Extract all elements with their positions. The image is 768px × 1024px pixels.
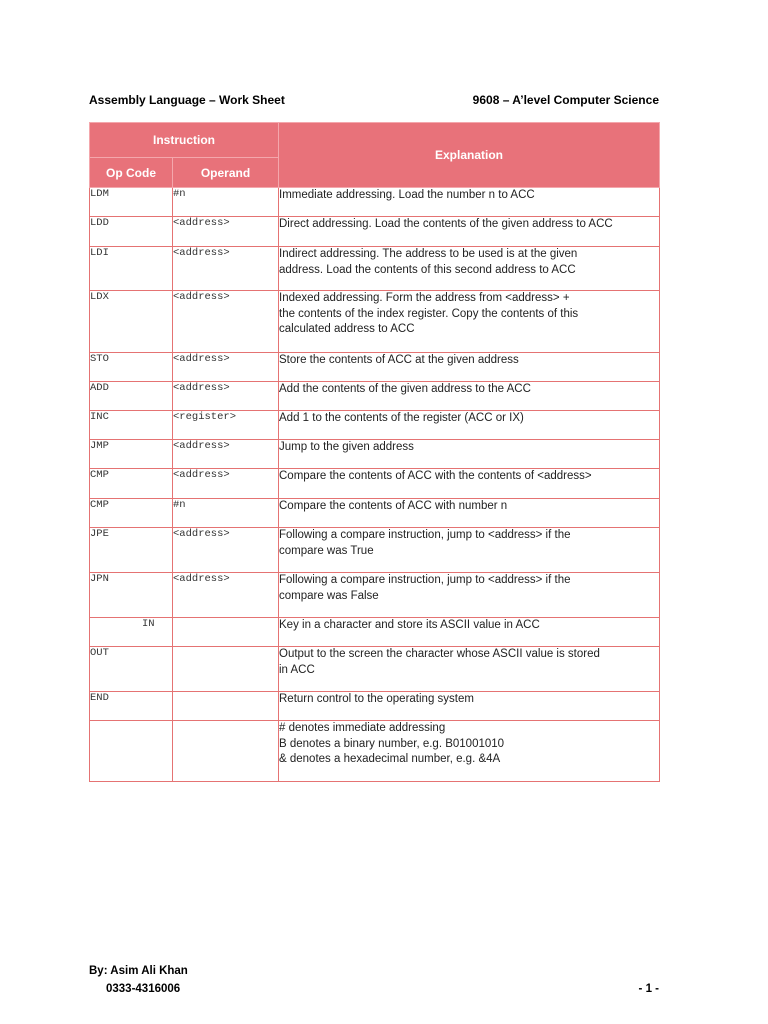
explanation-cell — [279, 291, 660, 353]
worksheet-title: Assembly Language – Work Sheet — [89, 93, 285, 107]
table-row — [90, 692, 660, 721]
table-row — [90, 721, 660, 782]
opcode-cell: JMP — [90, 440, 173, 469]
opcode-cell: CMP — [90, 499, 173, 528]
table-body — [90, 188, 660, 782]
explanation-line: in ACC — [279, 663, 315, 676]
explanation-line: Indirect addressing. The address to be used is at the given — [279, 248, 578, 260]
explanation-line: Compare the contents of ACC with the contents of <address> — [279, 470, 592, 482]
operand-cell — [173, 647, 279, 692]
author-name: By: Asim Ali Khan — [89, 965, 188, 977]
explanation-cell — [279, 647, 660, 692]
explanation-line: # denotes immediate addressing — [279, 722, 446, 734]
opcode-cell: CMP — [90, 469, 173, 499]
table-row — [90, 382, 660, 411]
opcode-cell: STO — [90, 353, 173, 382]
author-phone: 0333-4316006 — [106, 983, 181, 995]
opcode-cell: ADD — [90, 382, 173, 411]
explanation-cell — [279, 217, 660, 247]
opcode-cell — [90, 721, 173, 782]
operand-cell: <address> — [173, 353, 279, 382]
instruction-table — [89, 122, 660, 782]
explanation-header: Explanation — [279, 123, 660, 188]
table-row — [90, 573, 660, 618]
explanation-cell — [279, 618, 660, 647]
opcode-cell: LDX — [90, 291, 173, 353]
explanation-cell — [279, 188, 660, 217]
operand-header: Operand — [173, 158, 279, 188]
explanation-line: Jump to the given address — [279, 441, 414, 453]
table-row — [90, 647, 660, 692]
explanation-cell — [279, 721, 660, 782]
operand-cell: <address> — [173, 217, 279, 247]
opcode-cell: END — [90, 692, 173, 721]
explanation-line: Key in a character and store its ASCII value in ACC — [279, 619, 540, 631]
operand-cell — [173, 618, 279, 647]
explanation-line: Following a compare instruction, jump to <address> if the — [279, 574, 571, 586]
table-row — [90, 618, 660, 647]
explanation-line: Immediate addressing. Load the number n to ACC — [279, 189, 535, 201]
opcode-cell: JPN — [90, 573, 173, 618]
explanation-line: Indexed addressing. Form the address from <address> + — [279, 292, 570, 304]
table-row — [90, 353, 660, 382]
explanation-line: Add 1 to the contents of the register (ACC or IX) — [279, 412, 524, 424]
explanation-line: Store the contents of ACC at the given address — [279, 354, 519, 366]
explanation-line: Following a compare instruction, jump to <address> if the — [279, 529, 571, 541]
table-row — [90, 469, 660, 499]
explanation-line: Add the contents of the given address to the ACC — [279, 383, 531, 395]
instruction-header: Instruction — [90, 123, 279, 158]
operand-cell: <address> — [173, 528, 279, 573]
opcode-cell: OUT — [90, 647, 173, 692]
table-row — [90, 188, 660, 217]
explanation-line: Direct addressing. Load the contents of the given address to ACC — [279, 218, 613, 230]
explanation-line: B denotes a binary number, e.g. B01001010 — [279, 737, 505, 750]
table-row — [90, 217, 660, 247]
explanation-cell — [279, 469, 660, 499]
explanation-line: the contents of the index register. Copy the contents of this — [279, 307, 579, 320]
opcode-cell: LDI — [90, 247, 173, 291]
operand-cell: #n — [173, 188, 279, 217]
explanation-cell — [279, 247, 660, 291]
explanation-cell — [279, 440, 660, 469]
opcode-cell: LDM — [90, 188, 173, 217]
course-title: 9608 – A’level Computer Science — [472, 93, 659, 107]
operand-cell: #n — [173, 499, 279, 528]
explanation-line: calculated address to ACC — [279, 323, 415, 335]
explanation-line: Return control to the operating system — [279, 693, 474, 705]
operand-cell: <address> — [173, 440, 279, 469]
operand-cell — [173, 692, 279, 721]
operand-cell — [173, 721, 279, 782]
table-row — [90, 291, 660, 353]
explanation-line: compare was False — [279, 589, 379, 602]
explanation-cell — [279, 382, 660, 411]
explanation-cell — [279, 499, 660, 528]
explanation-cell — [279, 573, 660, 618]
explanation-line: address. Load the contents of this second address to ACC — [279, 263, 576, 276]
explanation-line: Output to the screen the character whose ASCII value is stored — [279, 648, 600, 660]
explanation-cell — [279, 353, 660, 382]
table-row — [90, 499, 660, 528]
operand-cell: <register> — [173, 411, 279, 440]
explanation-line: Compare the contents of ACC with number n — [279, 500, 508, 512]
table-row — [90, 411, 660, 440]
opcode-cell: JPE — [90, 528, 173, 573]
explanation-cell — [279, 692, 660, 721]
explanation-cell — [279, 411, 660, 440]
table-row — [90, 528, 660, 573]
explanation-cell — [279, 528, 660, 573]
table-row — [90, 247, 660, 291]
operand-cell: <address> — [173, 247, 279, 291]
explanation-line: & denotes a hexadecimal number, e.g. &4A — [279, 753, 501, 765]
opcode-cell: LDD — [90, 217, 173, 247]
page-number: - 1 - — [638, 983, 659, 995]
table-row — [90, 440, 660, 469]
opcode-cell: INC — [90, 411, 173, 440]
opcode-header: Op Code — [90, 158, 173, 188]
operand-cell: <address> — [173, 291, 279, 353]
operand-cell: <address> — [173, 573, 279, 618]
operand-cell: <address> — [173, 469, 279, 499]
opcode-cell: IN — [90, 618, 173, 647]
explanation-line: compare was True — [279, 544, 374, 557]
operand-cell: <address> — [173, 382, 279, 411]
